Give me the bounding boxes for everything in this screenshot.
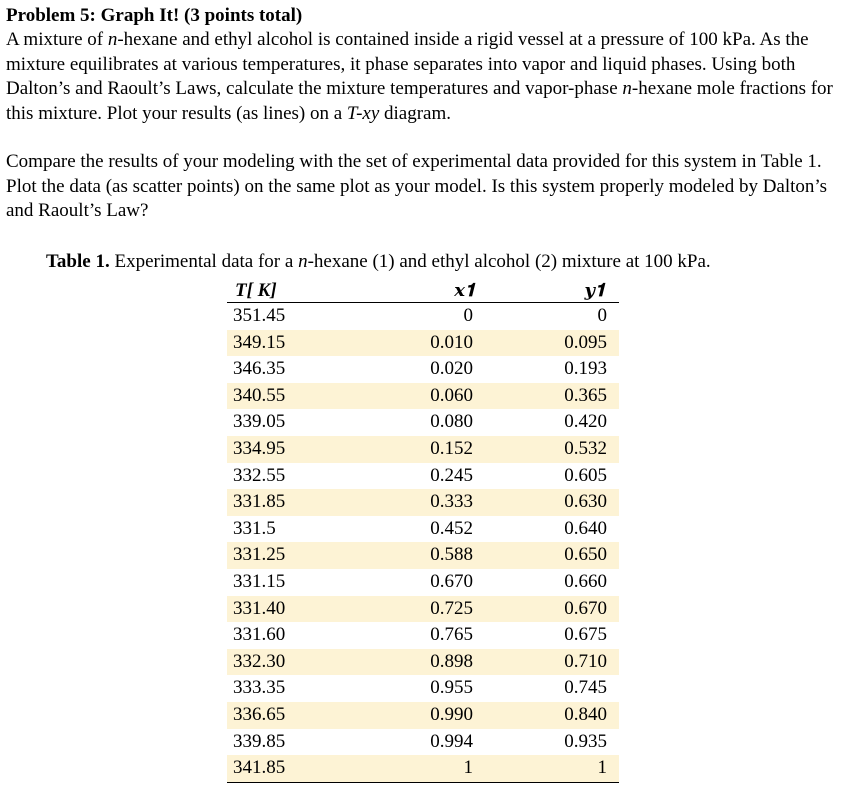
- cell-x1: 0.898: [358, 649, 485, 676]
- problem-paragraph-1: [6, 28, 852, 126]
- table-header-row: [227, 280, 619, 303]
- cell-x1: 0: [463, 305, 473, 326]
- cell-x1: 0.990: [358, 702, 485, 729]
- cell-y1: 0.193: [564, 358, 607, 380]
- cell-y1: 0.365: [485, 383, 619, 410]
- table-caption: [46, 250, 711, 274]
- cell-temperature: 331.85: [227, 489, 358, 516]
- cell-x1: 0.452: [430, 517, 473, 539]
- cell-y1: 0.675: [564, 624, 607, 646]
- table-row: [227, 569, 619, 596]
- table-row: [227, 330, 619, 357]
- cell-temperature: 331.15: [233, 570, 286, 592]
- cell-x1: 0.245: [430, 464, 473, 486]
- cell-y1: 0.710: [485, 649, 619, 676]
- cell-y1: 0.840: [485, 702, 619, 729]
- table-row: [227, 755, 619, 782]
- cell-temperature: 336.65: [227, 702, 358, 729]
- cell-y1: 0.420: [564, 411, 607, 433]
- cell-x1: 0.765: [430, 624, 473, 646]
- cell-x1: 0.725: [358, 596, 485, 623]
- cell-temperature: 339.05: [233, 411, 286, 433]
- cell-y1: 0.605: [564, 464, 607, 486]
- table-row: [227, 303, 619, 330]
- table-row: [227, 622, 619, 649]
- problem-title: Problem 5: Graph It! (3 points total): [6, 5, 303, 26]
- cell-temperature: 334.95: [227, 436, 358, 463]
- cell-y1: 0.670: [485, 596, 619, 623]
- para1-text-c: -hexane mole fractions for this mixture. Plot your results (as lines) on a: [6, 78, 833, 124]
- cell-temperature: 346.35: [233, 358, 286, 380]
- cell-temperature: 332.30: [227, 649, 358, 676]
- cell-x1: 0.010: [358, 330, 485, 357]
- experimental-data-table: [227, 280, 619, 783]
- table-row: [227, 516, 619, 543]
- cell-y1: 0: [597, 305, 607, 326]
- cell-temperature: 341.85: [227, 755, 358, 782]
- para1-text-b: -hexane and ethyl alcohol is contained inside a rigid vessel at a pressure of 100 kPa. As the mixture equilibrates at various temperatures, it phase separates into vapor and liquid phases. Using both Dalton’s and Raoult’s Laws, calculate the mixture temperatures and vapor-phase: [6, 29, 809, 100]
- caption-italic-n: n: [298, 251, 308, 272]
- cell-x1: 1: [358, 755, 485, 782]
- cell-temperature: 349.15: [227, 330, 358, 357]
- cell-x1: 0.670: [430, 570, 473, 592]
- header-y1: 𝒚𝟏: [485, 280, 619, 303]
- cell-x1: 0.333: [358, 489, 485, 516]
- cell-y1: 0.640: [564, 517, 607, 539]
- cell-y1: 0.935: [564, 730, 607, 752]
- cell-temperature: 332.55: [233, 464, 286, 486]
- table-row: [227, 409, 619, 436]
- cell-x1: 0.994: [430, 730, 473, 752]
- table-row: [227, 596, 619, 623]
- table-row: [227, 383, 619, 410]
- table-row: [227, 649, 619, 676]
- cell-temperature: 331.5: [233, 517, 276, 539]
- table-body: [227, 303, 619, 783]
- cell-temperature: 340.55: [227, 383, 358, 410]
- para1-text-a: A mixture of: [6, 29, 108, 51]
- cell-x1: 0.060: [358, 383, 485, 410]
- cell-y1: 0.660: [564, 570, 607, 592]
- cell-y1: 0.095: [485, 330, 619, 357]
- problem-paragraph-2: Compare the results of your modeling with the set of experimental data provided for this system in Table 1. Plot the data (as scatter points) on the same plot as your model. Is this system properly modeled by Dalton’s and Raoult’s Law?: [6, 151, 828, 222]
- cell-y1: 0.630: [485, 489, 619, 516]
- caption-label: Table 1.: [46, 251, 110, 272]
- table-row: [227, 463, 619, 490]
- cell-temperature: 339.85: [233, 730, 286, 752]
- cell-x1: 0.588: [358, 542, 485, 569]
- table-row: [227, 702, 619, 729]
- cell-y1: 1: [485, 755, 619, 782]
- header-temperature: T[ K]: [227, 280, 358, 303]
- caption-text-a: Experimental data for a: [109, 251, 299, 272]
- para1-italic-txy: T-xy: [346, 102, 380, 124]
- caption-text-b: -hexane (1) and ethyl alcohol (2) mixture at 100 kPa.: [307, 251, 711, 272]
- cell-temperature: 333.35: [233, 677, 286, 699]
- cell-y1: 0.532: [485, 436, 619, 463]
- para1-italic-n2: n: [622, 78, 632, 100]
- cell-temperature: 331.60: [233, 624, 286, 646]
- cell-temperature: 351.45: [233, 305, 286, 326]
- table-row: [227, 356, 619, 383]
- cell-y1: 0.745: [564, 677, 607, 699]
- table-row: [227, 675, 619, 702]
- cell-temperature: 331.40: [227, 596, 358, 623]
- table-row: [227, 542, 619, 569]
- cell-x1: 0.080: [430, 411, 473, 433]
- cell-temperature: 331.25: [227, 542, 358, 569]
- para1-text-d: diagram.: [379, 102, 452, 124]
- table-row: [227, 489, 619, 516]
- cell-x1: 0.955: [430, 677, 473, 699]
- header-x1: 𝒙𝟏: [358, 280, 485, 303]
- table-row: [227, 729, 619, 756]
- cell-x1: 0.020: [430, 358, 473, 380]
- cell-y1: 0.650: [485, 542, 619, 569]
- para1-italic-n: n: [107, 29, 118, 51]
- problem-section: [6, 4, 852, 224]
- table-row: [227, 436, 619, 463]
- cell-x1: 0.152: [358, 436, 485, 463]
